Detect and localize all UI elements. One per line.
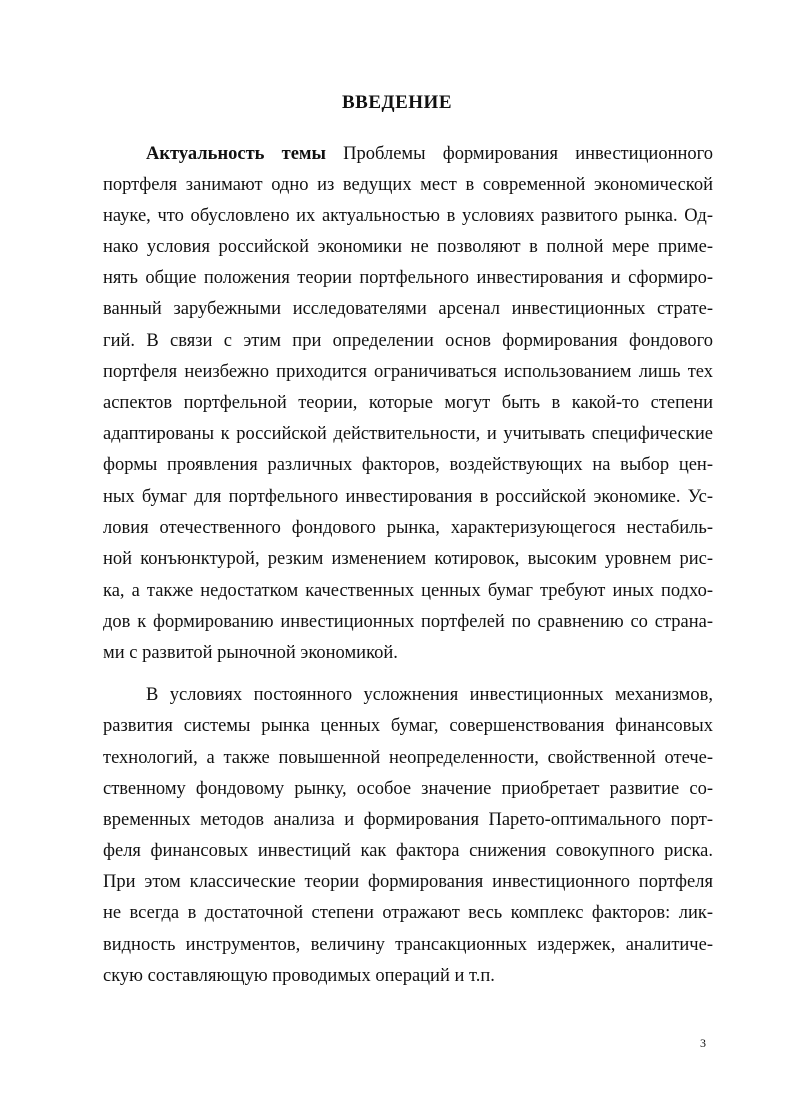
topic-relevance-heading: Актуальность темы bbox=[146, 144, 326, 164]
paragraph-2-line-5: временных методов анализа и формирования Парето-оптимального порт- bbox=[103, 810, 713, 830]
paragraph-1-line-9: аспектов портфельной теории, которые могут быть в какой-то степени bbox=[103, 393, 713, 413]
paragraph-1-line-3: науке, что обусловлено их актуальностью в условиях развитого рынка. Од- bbox=[103, 206, 713, 226]
paragraph-2-line-2: развития системы рынка ценных бумаг, совершенствования финансовых bbox=[103, 716, 713, 736]
paragraph-1-line-13: ловия отечественного фондового рынка, характеризующегося нестабиль- bbox=[103, 518, 713, 538]
paragraph-2-line-3: технологий, а также повышенной неопределенности, свойственной отече- bbox=[103, 748, 713, 768]
paragraph-2-line-6: феля финансовых инвестиций как фактора снижения совокупного риска. bbox=[103, 841, 713, 861]
paragraph-2-line-8: не всегда в достаточной степени отражают весь комплекс факторов: лик- bbox=[103, 903, 713, 923]
paragraph-2-line-7: При этом классические теории формирования инвестиционного портфеля bbox=[103, 872, 713, 892]
paragraph-1-line-5: нять общие положения теории портфельного инвестирования и сформиро- bbox=[103, 268, 713, 288]
paragraph-1-line-6: ванный зарубежными исследователями арсенал инвестиционных страте- bbox=[103, 299, 713, 319]
paragraph-1-line-8: портфеля неизбежно приходится ограничиваться использованием лишь тех bbox=[103, 362, 713, 382]
paragraph-1-line-12: ных бумаг для портфельного инвестирования в российской экономике. Ус- bbox=[103, 487, 713, 507]
paragraph-1-line-7: гий. В связи с этим при определении основ формирования фондового bbox=[103, 331, 713, 351]
paragraph-1-line-16: дов к формированию инвестиционных портфелей по сравнению со страна- bbox=[103, 612, 713, 632]
paragraph-1-line-15: ка, а также недостатком качественных ценных бумаг требуют иных подхо- bbox=[103, 581, 713, 601]
paragraph-1-line-4: нако условия российской экономики не позволяют в полной мере приме- bbox=[103, 237, 713, 257]
paragraph-2-line-9: видность инструментов, величину трансакционных издержек, аналитиче- bbox=[103, 935, 713, 955]
page-number: 3 bbox=[700, 1036, 706, 1050]
paragraph-1-line-14: ной конъюнктурой, резким изменением котировок, высоким уровнем рис- bbox=[103, 549, 713, 569]
paragraph-1-line-11: формы проявления различных факторов, воздействующих на выбор цен- bbox=[103, 455, 713, 475]
paragraph-1-line-1-text: Проблемы формирования инвестиционного bbox=[325, 144, 714, 164]
page-title: ВВЕДЕНИЕ bbox=[342, 92, 452, 113]
paragraph-2-line-10: скую составляющую проводимых операций и т.п. bbox=[103, 966, 495, 986]
paragraph-1-line-1 bbox=[146, 143, 713, 165]
paragraph-1-line-17: ми с развитой рыночной экономикой. bbox=[103, 643, 398, 663]
paragraph-1-line-2: портфеля занимают одно из ведущих мест в современной экономической bbox=[103, 175, 713, 195]
paragraph-2-line-1: В условиях постоянного усложнения инвестиционных механизмов, bbox=[146, 685, 713, 705]
paragraph-2-line-4: ственному фондовому рынку, особое значение приобретает развитие со- bbox=[103, 779, 713, 799]
paragraph-1-line-10: адаптированы к российской действительности, и учитывать специфические bbox=[103, 424, 713, 444]
